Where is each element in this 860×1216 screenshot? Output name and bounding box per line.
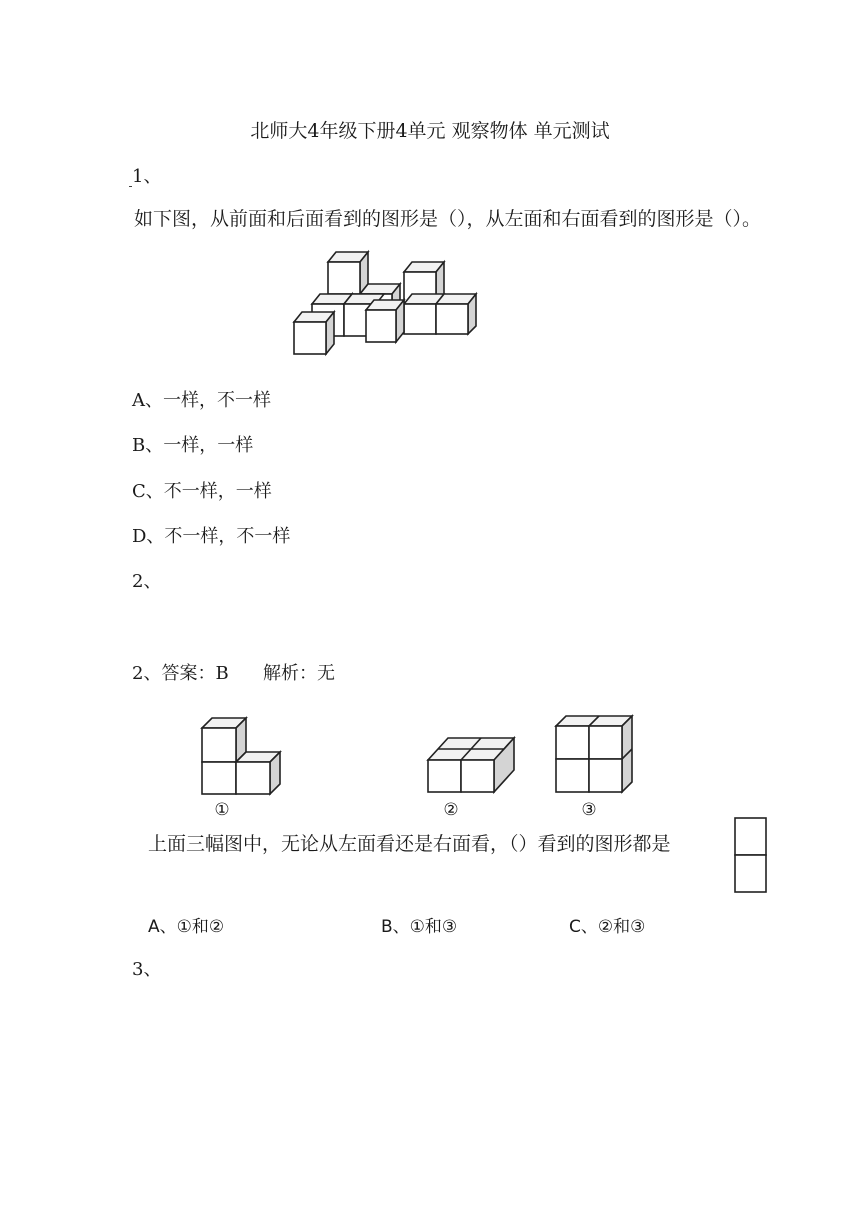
q1-option-b: B、一样，一样 bbox=[132, 435, 254, 456]
figure-2-label: ② bbox=[443, 800, 459, 820]
question-2-number: 2、 bbox=[132, 571, 162, 592]
q1-option-c: C、不一样，一样 bbox=[132, 481, 272, 502]
figure-3-label: ③ bbox=[581, 800, 597, 820]
question-2-answer-line: 2、答案：B 解析：无 bbox=[132, 663, 336, 684]
figure-1-l-shape bbox=[202, 718, 280, 794]
figure-3-wall-block bbox=[556, 716, 632, 792]
question-3-number: 3、 bbox=[132, 959, 162, 980]
figure-2-flat-block bbox=[428, 738, 514, 792]
q2-option-a: A、①和② bbox=[148, 917, 225, 937]
reference-two-squares bbox=[735, 818, 766, 892]
q1-option-d: D、不一样，不一样 bbox=[132, 526, 291, 547]
question-1-number: 1、 bbox=[132, 166, 162, 187]
q1-option-a: A、一样，不一样 bbox=[132, 390, 271, 411]
q2-option-c: C、②和③ bbox=[569, 917, 646, 937]
page-title: 北师大4年级下册4单元 观察物体 单元测试 bbox=[250, 120, 610, 142]
figure-1-label: ① bbox=[214, 800, 230, 820]
q2-option-b: B、①和③ bbox=[381, 917, 458, 937]
question-2-text: 上面三幅图中，无论从左面看还是右面看，（）看到的图形都是 bbox=[148, 833, 671, 855]
question-1-text: 如下图，从前面和后面看到的图形是（），从左面和右面看到的图形是（）。 bbox=[134, 208, 762, 230]
